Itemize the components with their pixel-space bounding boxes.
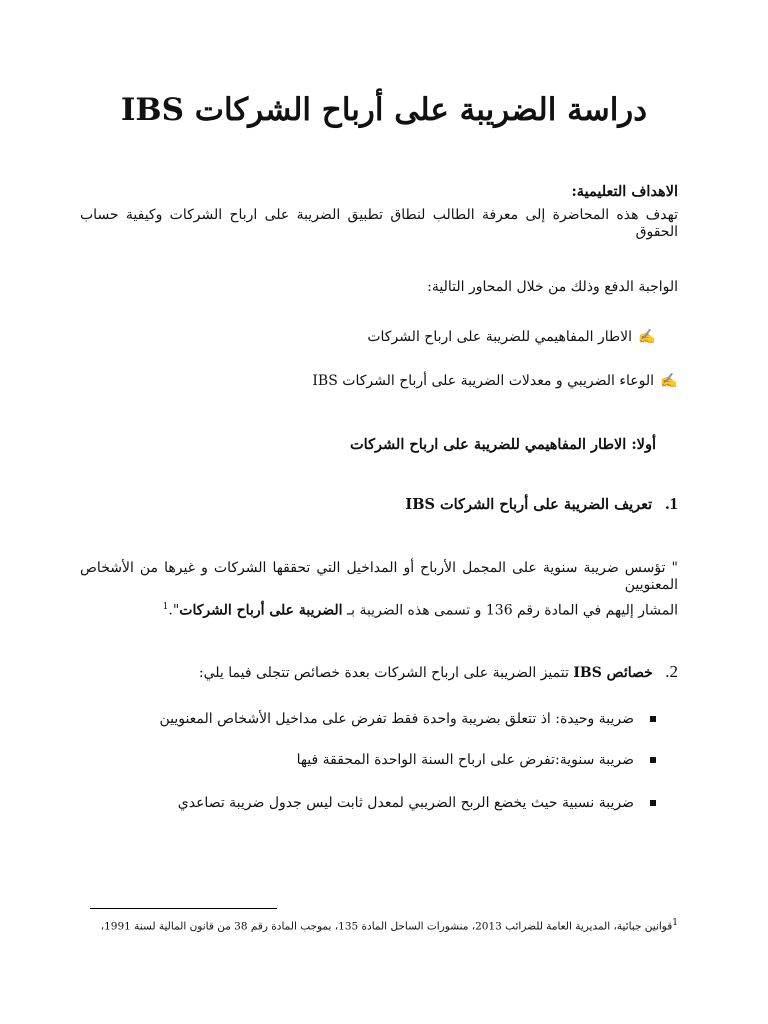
characteristic-label: ضريبة وحيدة: اذ تتعلق بضريبة واحدة فقط تفرض على مداخيل الأشخاص المعنويين	[159, 711, 634, 727]
axis-item-label: الوعاء الضريبي و معدلات الضريبة على أرباح الشركات IBS	[312, 373, 654, 389]
square-bullet-icon	[650, 716, 656, 722]
subsection-number: 1.	[665, 494, 678, 513]
characteristic-item-1	[159, 711, 656, 728]
writing-hand-icon: ✍	[660, 373, 678, 389]
axis-item-2	[312, 373, 678, 390]
subsection-number: 2.	[665, 662, 678, 681]
subsection-title: خصائص IBS	[573, 665, 653, 681]
subsection-1-heading	[405, 494, 678, 514]
square-bullet-icon	[650, 800, 656, 806]
footnote-number: 1	[672, 918, 678, 928]
footnote-separator	[90, 908, 277, 909]
definition-term: الضريبة على أرباح الشركات	[179, 602, 343, 619]
footnote	[101, 918, 678, 933]
axis-item-1	[367, 329, 656, 346]
axis-item-label: الاطار المفاهيمي للضريبة على ارباح الشركات	[367, 329, 632, 345]
characteristic-item-2	[297, 752, 656, 769]
intro-line-1: تهدف هذه المحاضرة إلى معرفة الطالب لنطاق تطبيق الضريبة على ارباح الشركات وكيفية حساب الحقوق	[80, 207, 678, 240]
definition-line-2	[163, 602, 678, 619]
characteristic-item-3	[178, 795, 656, 812]
definition-line-1: " تؤسس ضريبة سنوية على المجمل الأرباح أو المداخيل التي تحققها الشركات و غيرها من الأشخاص المعنويين	[80, 560, 678, 593]
footnote-marker[interactable]: 1	[162, 602, 169, 612]
definition-end: ".	[168, 602, 180, 619]
characteristic-label: ضريبة نسبية حيث يخضع الربح الضريبي لمعدل ثابت ليس جدول ضريبة تصاعدي	[177, 795, 634, 811]
subsection-2-heading	[199, 662, 678, 682]
subsection-text: تتميز الضريبة على ارباح الشركات بعدة خصائص تتجلى فيما يلي:	[198, 665, 574, 681]
intro-line-2: الواجبة الدفع وذلك من خلال المحاور التالية:	[427, 279, 678, 295]
writing-hand-icon: ✍	[638, 329, 656, 345]
definition-text: المشار إليهم في المادة رقم 136 و تسمى هذه الضريبة بـ	[342, 602, 678, 619]
square-bullet-icon	[650, 757, 656, 763]
characteristic-label: ضريبة سنوية:تفرض على ارباح السنة الواحدة المحققة فيها	[296, 752, 634, 768]
section-1-heading: أولا: الاطار المفاهيمي للضريبة على ارباح الشركات	[350, 436, 656, 453]
subsection-title: تعريف الضريبة على أرباح الشركات IBS	[405, 496, 653, 513]
objectives-heading: الاهداف التعليمية:	[571, 183, 678, 200]
page-title: دراسة الضريبة على أرباح الشركات IBS	[120, 92, 648, 128]
footnote-text: قوانين جبائية، المديرية العامة للضرائب 2013، منشورات الساحل المادة 135، بموجب المادة رقم 38 من قانون المالية لسنة 1991،	[100, 920, 673, 933]
